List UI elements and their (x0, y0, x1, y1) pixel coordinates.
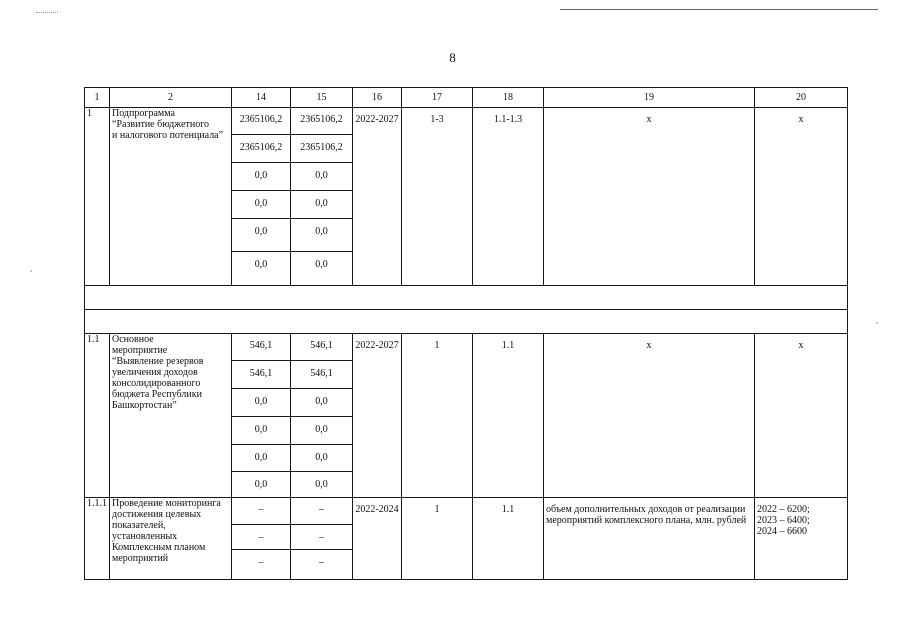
header-cell: 19 (544, 88, 755, 108)
period-cell: 2022-2027 (353, 108, 402, 286)
row-name: Основное мероприятие “Выявление резервов увеличения доходов консолидированного бюджета Республики Башкортостан” (110, 334, 232, 498)
value-cell: 0,0 (291, 163, 353, 191)
value-cell: 2365106,2 (232, 108, 291, 135)
value-cell: 0,0 (291, 445, 353, 472)
value-cell: 546,1 (232, 361, 291, 389)
value-cell: – (291, 525, 353, 550)
value-cell: 546,1 (291, 361, 353, 389)
row-number: 1.1.1 (85, 498, 110, 580)
col19-cell: объем дополнительных доходов от реализации мероприятий комплексного плана, млн. рублей (544, 498, 755, 580)
header-cell: 18 (473, 88, 544, 108)
value-cell: – (232, 525, 291, 550)
value-cell: 0,0 (232, 252, 291, 286)
header-cell: 16 (353, 88, 402, 108)
blank-row (85, 286, 848, 310)
value-cell: 0,0 (291, 389, 353, 417)
value-cell: 0,0 (232, 445, 291, 472)
row-number: 1.1 (85, 334, 110, 498)
col20-cell: x (755, 334, 848, 498)
col18-cell: 1.1-1.3 (473, 108, 544, 286)
value-cell: 0,0 (291, 472, 353, 498)
header-cell: 2 (110, 88, 232, 108)
value-cell: 0,0 (232, 163, 291, 191)
value-cell: 0,0 (232, 389, 291, 417)
scan-speck (876, 322, 878, 324)
value-cell: – (232, 498, 291, 525)
col17-cell: 1-3 (402, 108, 473, 286)
col17-cell: 1 (402, 334, 473, 498)
col17-cell: 1 (402, 498, 473, 580)
blank-cell (85, 286, 848, 310)
program-table (84, 87, 848, 580)
header-cell: 15 (291, 88, 353, 108)
period-cell: 2022-2027 (353, 334, 402, 498)
value-cell: 546,1 (291, 334, 353, 361)
row-name: Подпрограмма “Развитие бюджетного и налогового потенциала” (110, 108, 232, 286)
header-cell: 20 (755, 88, 848, 108)
table-row (85, 498, 848, 525)
scan-speck (30, 270, 32, 272)
blank-cell (85, 310, 848, 334)
table-row (85, 108, 848, 135)
value-cell: 0,0 (232, 219, 291, 252)
value-cell: 0,0 (232, 472, 291, 498)
value-cell: 0,0 (232, 191, 291, 219)
col18-cell: 1.1 (473, 498, 544, 580)
header-cell: 17 (402, 88, 473, 108)
value-cell: 0,0 (291, 252, 353, 286)
value-cell: – (291, 498, 353, 525)
blank-row (85, 310, 848, 334)
col19-cell: x (544, 108, 755, 286)
value-cell: 0,0 (291, 417, 353, 445)
value-cell: – (232, 550, 291, 580)
col19-cell: x (544, 334, 755, 498)
header-row (85, 88, 848, 108)
period-cell: 2022-2024 (353, 498, 402, 580)
row-name: Проведение мониторинга достижения целевых показателей, установленных Комплексным планом мероприятий (110, 498, 232, 580)
col20-cell: x (755, 108, 848, 286)
top-rule (560, 9, 878, 10)
value-cell: 0,0 (232, 417, 291, 445)
header-cell: 1 (85, 88, 110, 108)
col18-cell: 1.1 (473, 334, 544, 498)
value-cell: 2365106,2 (232, 135, 291, 163)
row-number: 1 (85, 108, 110, 286)
value-cell: 2365106,2 (291, 135, 353, 163)
header-cell: 14 (232, 88, 291, 108)
value-cell: 0,0 (291, 191, 353, 219)
value-cell: 2365106,2 (291, 108, 353, 135)
table-row (85, 334, 848, 361)
value-cell: – (291, 550, 353, 580)
page-number: 8 (449, 50, 456, 65)
col20-cell: 2022 – 6200; 2023 – 6400; 2024 – 6600 (755, 498, 848, 580)
scan-mark (36, 12, 58, 13)
value-cell: 546,1 (232, 334, 291, 361)
value-cell: 0,0 (291, 219, 353, 252)
